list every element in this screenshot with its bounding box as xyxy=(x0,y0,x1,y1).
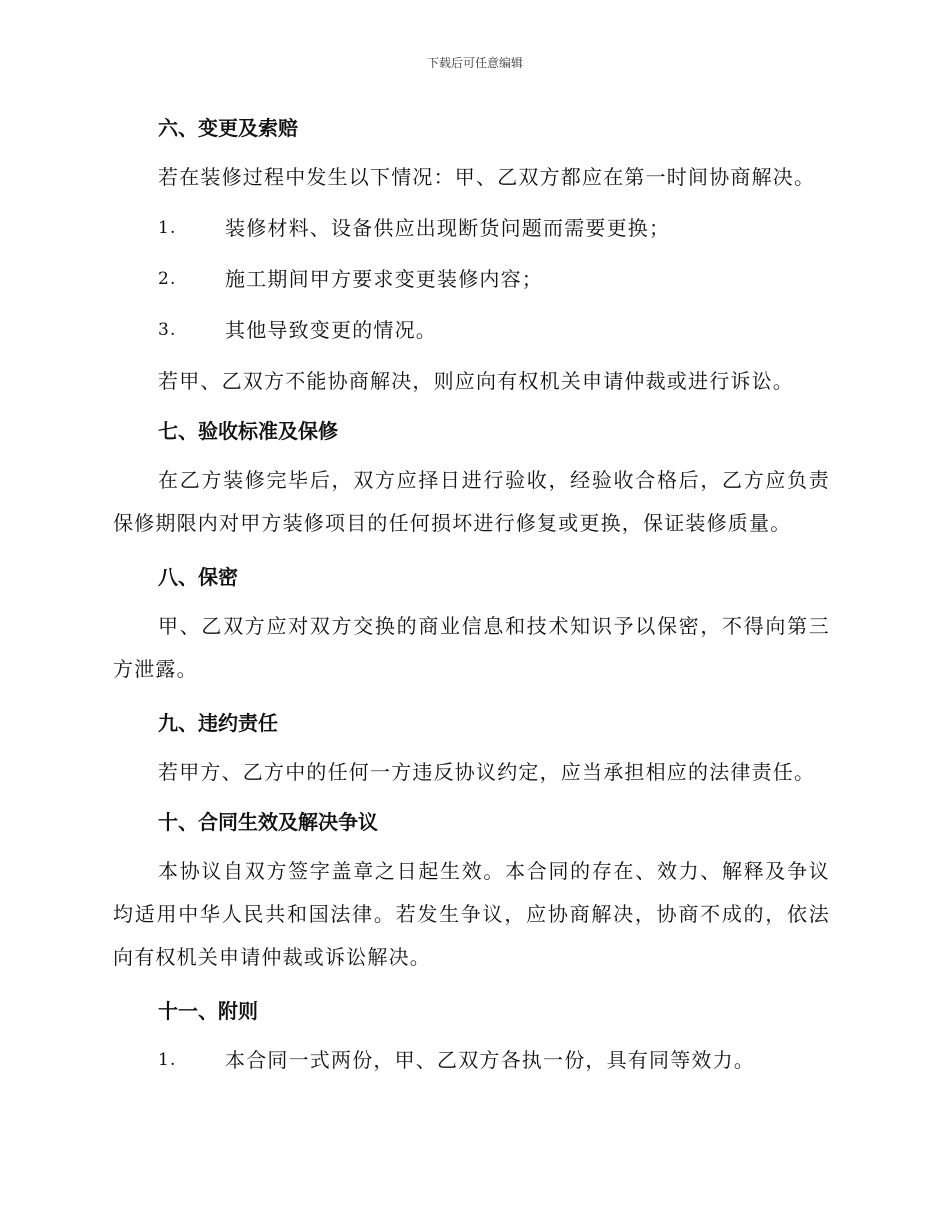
section-7-title: 七、验收标准及保修 xyxy=(158,419,338,443)
list-item-text: 其他导致变更的情况。 xyxy=(225,318,437,342)
section-8-title: 八、保密 xyxy=(158,565,238,589)
section-6-intro: 若在装修过程中发生以下情况：甲、乙双方都应在第一时间协商解决。 xyxy=(158,165,816,189)
list-item-number: 2. xyxy=(158,269,177,289)
section-6-title: 六、变更及索赔 xyxy=(158,116,298,140)
section-10-body: 本协议自双方签字盖章之日起生效。本合同的存在、效力、解释及争议均适用中华人民共和国法律。若发生争议，应协商解决，协商不成的，依法向有权机关申请仲裁或诉讼解决。 xyxy=(113,859,830,969)
list-item xyxy=(113,1039,830,1082)
list-item xyxy=(113,309,830,352)
list-item-number: 1. xyxy=(158,218,177,238)
page-header: 下载后可任意编辑 xyxy=(426,56,523,70)
section-11-title: 十一、附则 xyxy=(158,999,258,1023)
list-item-text: 本合同一式两份，甲、乙双方各执一份，具有同等效力。 xyxy=(225,1048,755,1072)
list-item-number: 1. xyxy=(158,1050,177,1070)
section-9-body: 若甲方、乙方中的任何一方违反协议约定，应当承担相应的法律责任。 xyxy=(158,760,816,784)
section-9-title: 九、违约责任 xyxy=(158,711,278,735)
list-item xyxy=(113,207,830,250)
list-item-text: 装修材料、设备供应出现断货问题而需要更换； xyxy=(225,216,671,240)
section-8-body: 甲、乙双方应对双方交换的商业信息和技术知识予以保密，不得向第三方泄露。 xyxy=(113,614,830,681)
list-item xyxy=(113,258,830,301)
list-item-text: 施工期间甲方要求变更装修内容； xyxy=(225,267,543,291)
section-6-outro: 若甲、乙双方不能协商解决，则应向有权机关申请仲裁或进行诉讼。 xyxy=(158,369,794,393)
list-item-number: 3. xyxy=(158,320,177,340)
section-7-body: 在乙方装修完毕后，双方应择日进行验收，经验收合格后，乙方应负责保修期限内对甲方装修项目的任何损坏进行修复或更换，保证装修质量。 xyxy=(113,468,830,535)
section-10-title: 十、合同生效及解决争议 xyxy=(158,810,378,834)
document-body xyxy=(113,108,830,1082)
